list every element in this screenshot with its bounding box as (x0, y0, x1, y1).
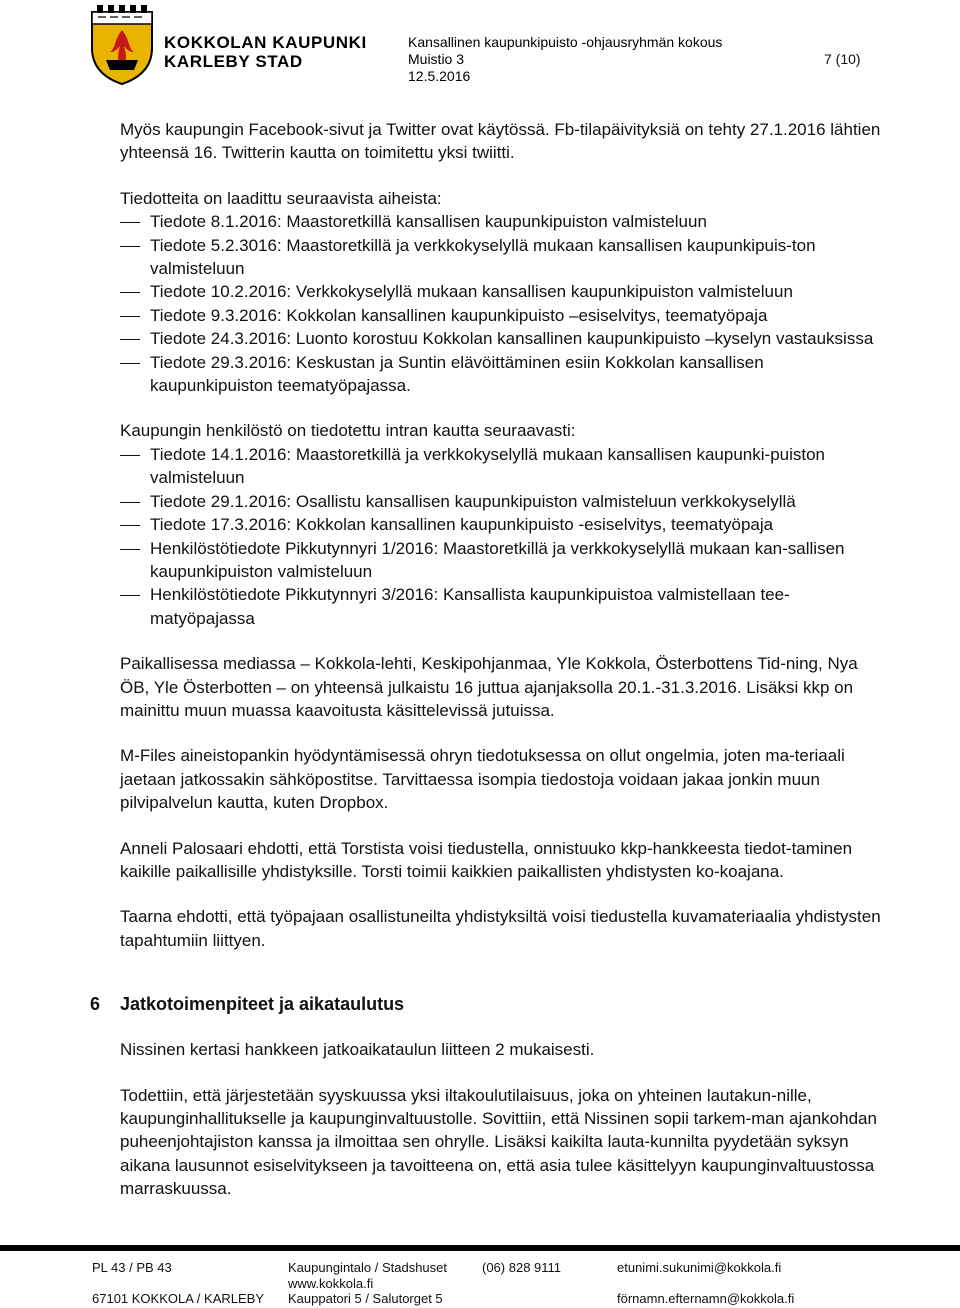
footer-divider (0, 1245, 960, 1251)
footer-website-link[interactable]: www.kokkola.fi (288, 1276, 374, 1291)
paragraph-local-media: Paikallisessa mediassa – Kokkola-lehti, Keskipohjanmaa, Yle Kokkola, Österbottens Tid-ning, Nya ÖB, Yle Österbotten – on yhteensä julkaistu 16 juttua ajanjaksolla 20.1.-31.3.2016. Lisäksi kkp on mainittu muun muassa kaavoitusta käsittelevissä jutuissa. (120, 654, 858, 720)
org-name-swedish: KARLEBY STAD (164, 52, 303, 71)
paragraph-nissinen: Nissinen kertasi hankkeen jatkoaikataulun liitteen 2 mukaisesti. (120, 1040, 595, 1060)
intranet-intro: Kaupungin henkilöstö on tiedotettu intran kautta seuraavasti: (120, 421, 576, 441)
footer-street-address: Kauppatori 5 / Salutorget 5 (288, 1291, 443, 1306)
footer-email-swedish-link[interactable]: förnamn.efternamn@kokkola.fi (617, 1291, 795, 1306)
meeting-title: Kansallinen kaupunkipuisto -ohjausryhmän kokous (408, 34, 723, 50)
list-item: Tiedote 8.1.2016: Maastoretkillä kansallisen kaupunkipuiston valmisteluun (120, 210, 888, 233)
list-item: Tiedote 29.3.2016: Keskustan ja Suntin elävöittäminen esiin Kokkolan kansallisen kaupunkipuiston teematyöpajassa. (120, 351, 888, 398)
paragraph-social-media: Myös kaupungin Facebook-sivut ja Twitter ovat käytössä. Fb-tilapäivityksiä on tehty 27.1.2016 lähtien yhteensä 16. Twitterin kautta on toimitettu yksi twiitti. (120, 120, 881, 163)
document-date: 12.5.2016 (408, 68, 471, 84)
paragraph-m-files: M-Files aineistopankin hyödyntämisessä ohryn tiedotuksessa on ollut ongelmia, joten ma-teriaali jaetaan jatkossakin sähköpostitse. Tarvittaessa isompia tiedostoja voidaan jakaa jonkin muun pilvipalvelun kautta, kuten Dropbox. (120, 746, 845, 813)
intranet-list (120, 443, 888, 630)
footer-pobox: PL 43 / PB 43 (92, 1260, 172, 1275)
document-body (90, 118, 888, 1201)
paragraph-taarna: Taarna ehdotti, että työpajaan osallistuneilta yhdistyksiltä voisi tiedustella kuvamateriaalia yhdistysten tapahtumiin liittyen. (120, 907, 881, 950)
list-item: Tiedote 10.2.2016: Verkkokyselyllä mukaan kansallisen kaupunkipuiston valmisteluun (120, 280, 888, 303)
list-item: Henkilöstötiedote Pikkutynnyri 3/2016: Kansallista kaupunkipuistoa valmistellaan tee-matyöpajassa (120, 583, 888, 630)
footer-postal-address: 67101 KOKKOLA / KARLEBY (92, 1291, 264, 1306)
paragraph-anneli: Anneli Palosaari ehdotti, että Torstista voisi tiedustella, onnistuuko kkp-hankkeesta tiedot-taminen kaikille paikallisille yhdistyksille. Torsti toimii kaikkien paikallisten yhdistysten ko-koajana. (120, 838, 853, 881)
kokkola-coat-of-arms-icon (86, 4, 158, 86)
press-releases-intro: Tiedotteita on laadittu seuraavista aiheista: (120, 188, 442, 208)
list-item: Tiedote 14.1.2016: Maastoretkillä ja verkkokyselyllä mukaan kansallisen kaupunki-puiston valmisteluun (120, 443, 888, 490)
section-number: 6 (90, 994, 101, 1015)
list-item: Tiedote 29.1.2016: Osallistu kansallisen kaupunkipuiston valmisteluun verkkokyselyllä (120, 490, 888, 513)
list-item: Tiedote 17.3.2016: Kokkolan kansallinen kaupunkipuisto -esiselvitys, teematyöpaja (120, 513, 888, 536)
footer-building: Kaupungintalo / Stadshuset (288, 1260, 448, 1275)
paragraph-todettiin: Todettiin, että järjestetään syyskuussa yksi iltakoulutilaisuus, joka on yhteinen lautakun-nille, kaupunginhallitukselle ja kaupunginvaltuustolle. Sovittiin, että Nissinen sopii tarkem-man ajankohdan puheenjohtajiston kanssa ja ilmoittaa sen ohrylle. Lisäksi kaikilta lauta-kunnilta pyydetään syksyn aikana lausunnot esiselvitykseen ja tavoitteena on, että asia tulee käsittelyyn kaupunginvaltuustossa marraskuussa. (120, 1085, 877, 1199)
page-number: 7 (10) (824, 51, 861, 67)
org-name-finnish: KOKKOLAN KAUPUNKI (164, 33, 367, 52)
document-name: Muistio 3 (408, 51, 465, 67)
list-item: Tiedote 9.3.2016: Kokkolan kansallinen kaupunkipuisto –esiselvitys, teematyöpaja (120, 304, 888, 327)
section-heading (90, 992, 888, 1016)
list-item: Henkilöstötiedote Pikkutynnyri 1/2016: Maastoretkillä ja verkkokyselyllä mukaan kan-sallisen kaupunkipuiston valmisteluun (120, 537, 888, 584)
press-releases-list (120, 210, 888, 397)
list-item: Tiedote 5.2.3016: Maastoretkillä ja verkkokyselyllä mukaan kansallisen kaupunkipuis-ton valmisteluun (120, 234, 888, 281)
list-item: Tiedote 24.3.2016: Luonto korostuu Kokkolan kansallinen kaupunkipuisto –kyselyn vastauksissa (120, 327, 888, 350)
footer-phone: (06) 828 9111 (482, 1260, 562, 1275)
footer-email-finnish-link[interactable]: etunimi.sukunimi@kokkola.fi (617, 1260, 782, 1275)
section-title: Jatkotoimenpiteet ja aikataulutus (120, 994, 405, 1015)
